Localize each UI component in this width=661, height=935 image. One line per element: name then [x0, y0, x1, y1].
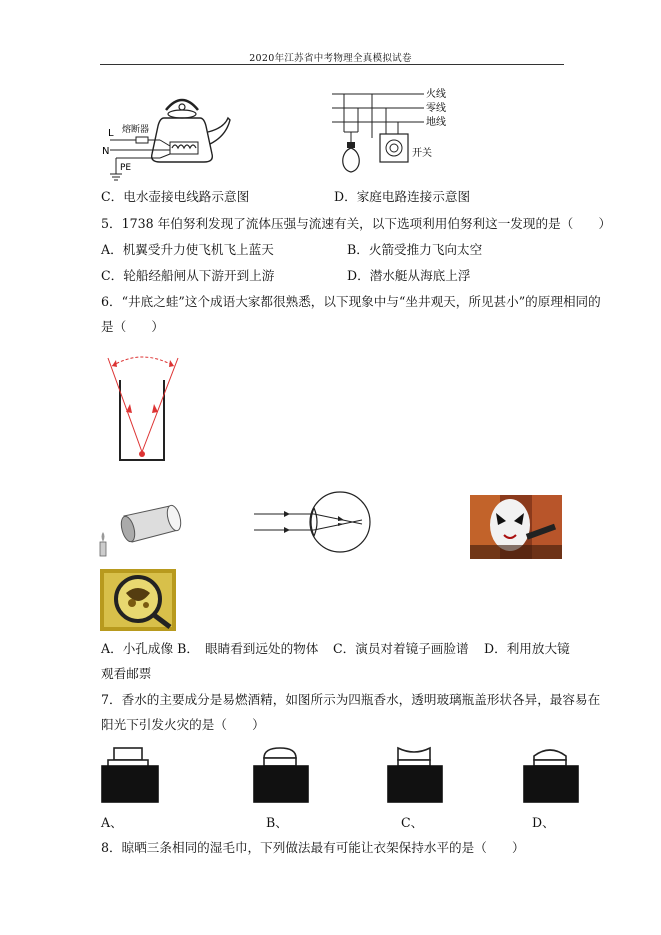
q5-option-a: A．机翼受升力使飞机飞上蓝天 — [101, 242, 274, 257]
kettle-label-n: N — [102, 146, 110, 157]
perfume-bottle-d — [520, 744, 582, 806]
perfume-bottle-b — [250, 744, 312, 806]
header-divider — [100, 64, 564, 65]
perfume-bottle-c — [384, 744, 446, 806]
q7-label-a: A、 — [101, 815, 123, 830]
q6-stem-line2: 是（ ） — [101, 319, 164, 334]
frog-well-figure — [104, 352, 186, 464]
q6-option-a: A．小孔成像 B． — [101, 641, 199, 656]
q5-option-b: B．火箭受推力飞向太空 — [347, 242, 483, 257]
kettle-label-fuse: 熔断器 — [122, 125, 150, 135]
q6-option-d-cont: 观看邮票 — [101, 666, 152, 681]
eye-lens-figure — [254, 490, 378, 556]
q6-option-c: C．演员对着镜子画脸谱 — [333, 641, 469, 656]
q7-stem-line2: 阳光下引发火灾的是（ ） — [101, 717, 265, 732]
page-header: 2020年江苏省中考物理全真模拟试卷 — [249, 53, 412, 64]
household-circuit-figure — [332, 86, 462, 182]
kettle-label-l: L — [108, 128, 114, 139]
q5-stem: 5．1738 年伯努利发现了流体压强与流速有关，以下选项利用伯努利这一发现的是（ ） — [101, 216, 612, 231]
q6-stem-line1: 6．“井底之蛙”这个成语大家都很熟悉，以下现象中与“坐井观天，所见甚小”的原理相同的 — [101, 294, 601, 309]
q6-option-b: 眼睛看到远处的物体 — [205, 641, 319, 656]
q5-option-d: D．潜水艇从海底上浮 — [347, 268, 471, 283]
kettle-wiring-figure — [100, 92, 240, 182]
q7-label-c: C、 — [401, 815, 424, 830]
opera-painting-photo — [470, 495, 562, 559]
magnifier-stamp-photo — [100, 569, 176, 631]
q5-option-c: C．轮船经船闸从下游开到上游 — [101, 268, 275, 283]
perfume-bottle-a — [100, 744, 162, 806]
q7-stem-line1: 7．香水的主要成分是易燃酒精，如图所示为四瓶香水，透明玻璃瓶盖形状各异，最容易在 — [101, 692, 601, 707]
q7-label-b: B、 — [266, 815, 288, 830]
label-switch: 开关 — [412, 148, 432, 159]
q7-label-d: D、 — [532, 815, 555, 830]
q6-option-d: D．利用放大镜 — [484, 641, 570, 656]
pinhole-camera-figure — [98, 500, 188, 562]
q4-option-d: D．家庭电路连接示意图 — [334, 189, 471, 204]
label-fire-wire: 火线 — [426, 89, 446, 100]
q8-stem: 8．晾晒三条相同的湿毛巾，下列做法最有可能让衣架保持水平的是（ ） — [101, 840, 525, 855]
label-ground-wire: 地线 — [426, 117, 446, 128]
label-zero-wire: 零线 — [426, 103, 446, 114]
q4-option-c: C．电水壶接电线路示意图 — [101, 189, 250, 204]
kettle-label-pe: PE — [120, 163, 132, 173]
